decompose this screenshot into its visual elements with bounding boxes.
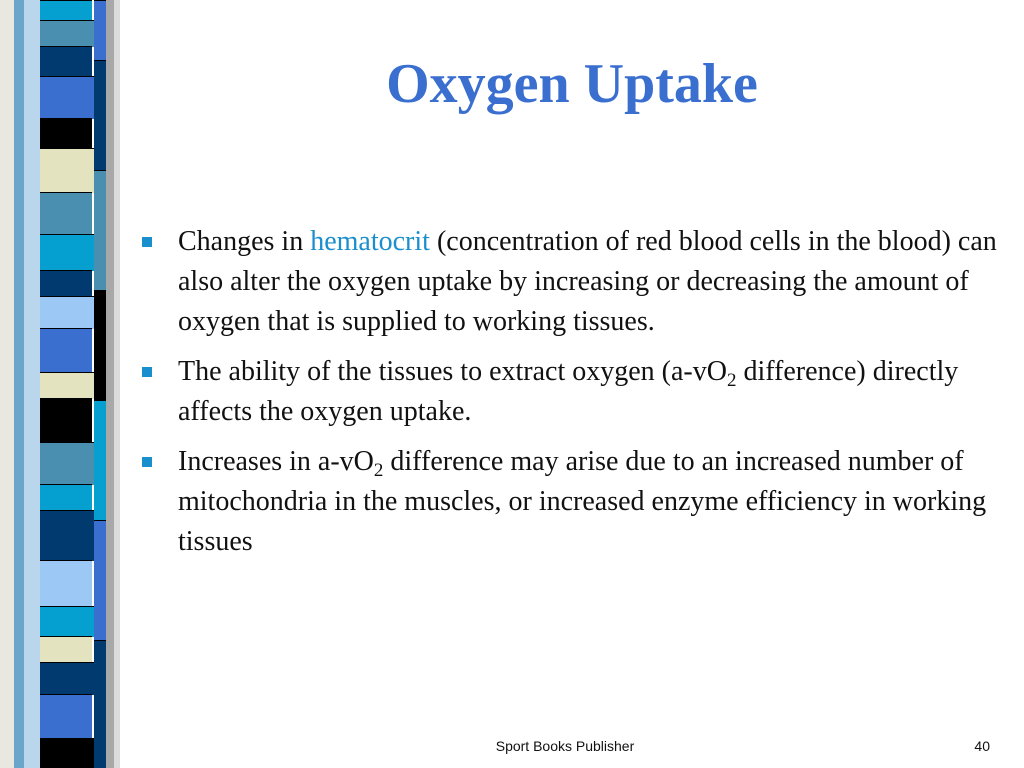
stripe-block	[40, 76, 94, 119]
decorative-stripe-border	[0, 0, 120, 768]
stripe-block	[40, 20, 94, 47]
bullet-text: (concentration of red blood cells in the blood) can also alter the oxygen uptake by increasing or decreasing the amount of oxygen that is supplied to working tissues.	[178, 226, 997, 337]
stripe-block	[94, 640, 106, 768]
stripe-block	[94, 60, 106, 171]
stripe-block	[40, 372, 94, 399]
footer-publisher: Sport Books Publisher	[495, 738, 635, 754]
stripe-block	[40, 296, 94, 329]
stripe-band	[106, 0, 114, 768]
stripe-block	[40, 192, 92, 235]
stripe-block	[40, 46, 92, 77]
stripe-block	[94, 520, 106, 641]
stripe-block	[40, 484, 92, 511]
stripe-block	[94, 0, 106, 61]
subscript: 2	[373, 460, 384, 481]
subscript: 2	[726, 370, 737, 391]
bullet-text: Changes in	[178, 226, 311, 257]
stripe-block	[40, 694, 92, 739]
bullet-item	[142, 442, 1002, 562]
stripe-block	[40, 510, 94, 561]
bullet-text: difference) directly affects the oxygen uptake.	[178, 356, 959, 427]
stripe-block	[40, 0, 92, 21]
stripe-block	[94, 400, 106, 521]
stripe-band	[0, 0, 14, 768]
stripe-block	[94, 170, 106, 291]
stripe-block	[40, 662, 94, 695]
bullet-item	[142, 352, 1002, 432]
stripe-block	[40, 442, 94, 485]
square-bullet-icon	[142, 237, 152, 247]
highlight-term: hematocrit	[310, 226, 430, 257]
square-bullet-icon	[142, 457, 152, 467]
stripe-block	[40, 636, 92, 663]
stripe-block	[40, 328, 92, 373]
stripe-block	[94, 290, 106, 401]
square-bullet-icon	[142, 367, 152, 377]
bullet-item	[142, 222, 1002, 342]
stripe-band	[24, 0, 40, 768]
stripe-block	[40, 148, 94, 193]
stripe-block	[40, 560, 92, 607]
bullet-list	[142, 222, 1002, 572]
stripe-band	[14, 0, 24, 768]
bullet-text: difference may arise due to an increased number of mitochondria in the muscles, or increased enzyme efficiency in working tissues	[178, 446, 987, 557]
bullet-text: Increases in a-vO	[178, 446, 374, 477]
stripe-block	[40, 738, 94, 768]
slide-title: Oxygen Uptake	[386, 53, 758, 115]
stripe-block	[40, 606, 94, 637]
stripe-block	[40, 118, 92, 149]
page-number: 40	[974, 738, 990, 754]
stripe-block	[40, 234, 94, 271]
stripe-block	[40, 270, 92, 297]
bullet-text: The ability of the tissues to extract oxygen (a-vO	[178, 356, 727, 387]
stripe-block	[40, 398, 92, 443]
